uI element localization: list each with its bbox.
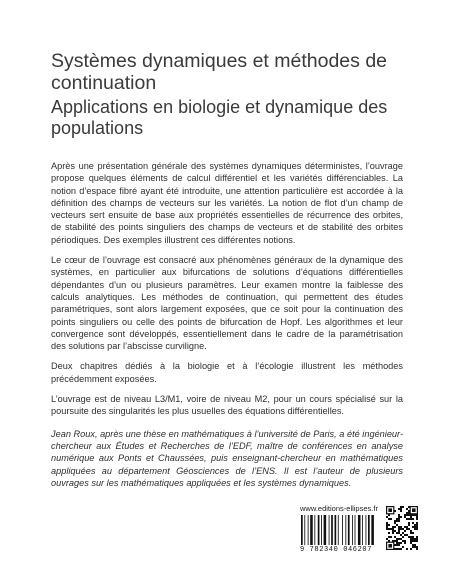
paragraph-level: L’ouvrage est de niveau L3/M1, voire de niveau M2, pour un cours spécialisé sur la poursuite des singularités les plus usuelles des équations différentielles. bbox=[51, 394, 403, 417]
author-bio: Jean Roux, après une thèse en mathématiques à l’université de Paris, a été ingénieur-chercheur aux Études et Recherches de l’EDF, maître de conférences en analyse numérique aux Ponts et Chaussées, puis enseignant-chercheur en mathématiques appliquées au département Géosciences de l’ENS. Il est l’auteur de plusieurs ouvrages sur les mathématiques appliquées et les systèmes dynamiques. bbox=[51, 428, 403, 488]
publisher-footer bbox=[300, 504, 420, 554]
back-cover-text bbox=[51, 160, 403, 497]
publisher-website[interactable]: www.editions-ellipses.fr bbox=[300, 504, 378, 513]
paragraph-intro: Après une présentation générale des systèmes dynamiques déterministes, l’ouvrage propose quelques éléments de calcul différentiel et les variétés différenciables. La notion d’espace fibré ayant été introduite, une attention particulière est accordée à la définition des champs de vecteurs sur les variétés. La notion de flot d’un champ de vecteurs sert ensuite de base aux propriétés essentielles de récurrence des orbites, de stabilité des points singuliers des champs de vecteurs et de stabilité des orbites périodiques. Des exemples illustrent ces différentes notions. bbox=[51, 161, 403, 245]
book-subtitle: Applications en biologie et dynamique des populations bbox=[51, 97, 388, 138]
paragraph-applications: Deux chapitres dédiés à la biologie et à l’écologie illustrent les méthodes précédemment exposées. bbox=[51, 361, 403, 384]
qr-code-icon bbox=[386, 506, 418, 550]
paragraph-core: Le cœur de l’ouvrage est consacré aux phénomènes généraux de la dynamique des systèmes, en particulier aux bifurcations de solutions d’équations différentielles dépendantes d’un ou plusieurs paramètres. Leur examen montre la faiblesse des calculs analytiques. Les méthodes de continuation, qui permettent des études paramétriques, sont alors largement exposées, que ce soit pour la continuation des points singuliers ou celle des points de bifurcation de Hopf. Les algorithmes et leur convergence sont développés, essentiellement dans le cadre de la paramétrisation des solutions par l’abscisse curviligne. bbox=[51, 255, 403, 352]
book-title: Systèmes dynamiques et méthodes de continuation bbox=[51, 50, 388, 94]
barcode-icon bbox=[300, 515, 380, 545]
isbn-number: 9 782340 046207 bbox=[300, 546, 373, 554]
